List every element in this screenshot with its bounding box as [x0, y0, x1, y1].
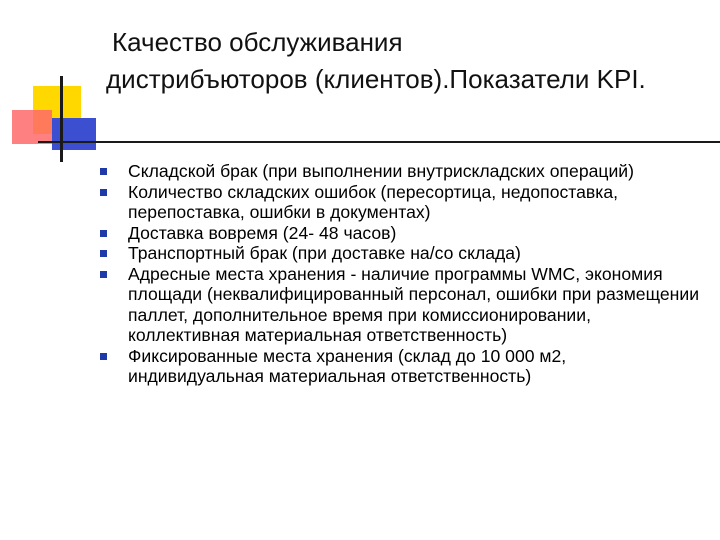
horizontal-divider	[38, 141, 720, 143]
bullet-item	[94, 223, 704, 244]
bullet-item	[94, 243, 704, 264]
bullet-item	[94, 346, 704, 387]
red-square-icon	[12, 110, 52, 144]
square-bullet-icon	[100, 353, 107, 360]
bullet-item	[94, 161, 704, 182]
bullet-item	[94, 182, 704, 223]
square-bullet-icon	[100, 250, 107, 257]
bullet-text: Доставка вовремя (24- 48 часов)	[128, 222, 397, 243]
blue-square-icon	[52, 118, 96, 150]
bullet-text: Транспортный брак (при доставке на/со склада)	[128, 243, 521, 263]
title-line-1: Качество обслуживания	[112, 27, 403, 57]
bullet-text: Складской брак (при выполнении внутрискладских операций)	[128, 161, 634, 181]
bullet-item	[94, 264, 704, 346]
title-line-2: дистрибъюторов (клиентов).Показатели KPI.	[106, 64, 646, 94]
color-squares-logo	[0, 0, 110, 170]
square-bullet-icon	[100, 271, 107, 278]
slide-title	[106, 24, 706, 98]
bullet-text: Количество складских ошибок (пересортица, недопоставка, перепоставка, ошибки в документах)	[128, 181, 619, 222]
bullet-list	[94, 161, 704, 387]
square-bullet-icon	[100, 230, 107, 237]
vertical-divider	[60, 76, 63, 162]
square-bullet-icon	[100, 168, 107, 175]
square-bullet-icon	[100, 189, 107, 196]
bullet-text: Фиксированные места хранения (склад до 10 000 м2, индивидуальная материальная ответственность)	[128, 345, 567, 386]
bullet-text: Адресные места хранения - наличие программы WMC, экономия площади (неквалифицированный персонал, ошибки при размещении паллет, дополнительное время при комиссионировании, коллективная материальная ответственность)	[128, 263, 700, 345]
